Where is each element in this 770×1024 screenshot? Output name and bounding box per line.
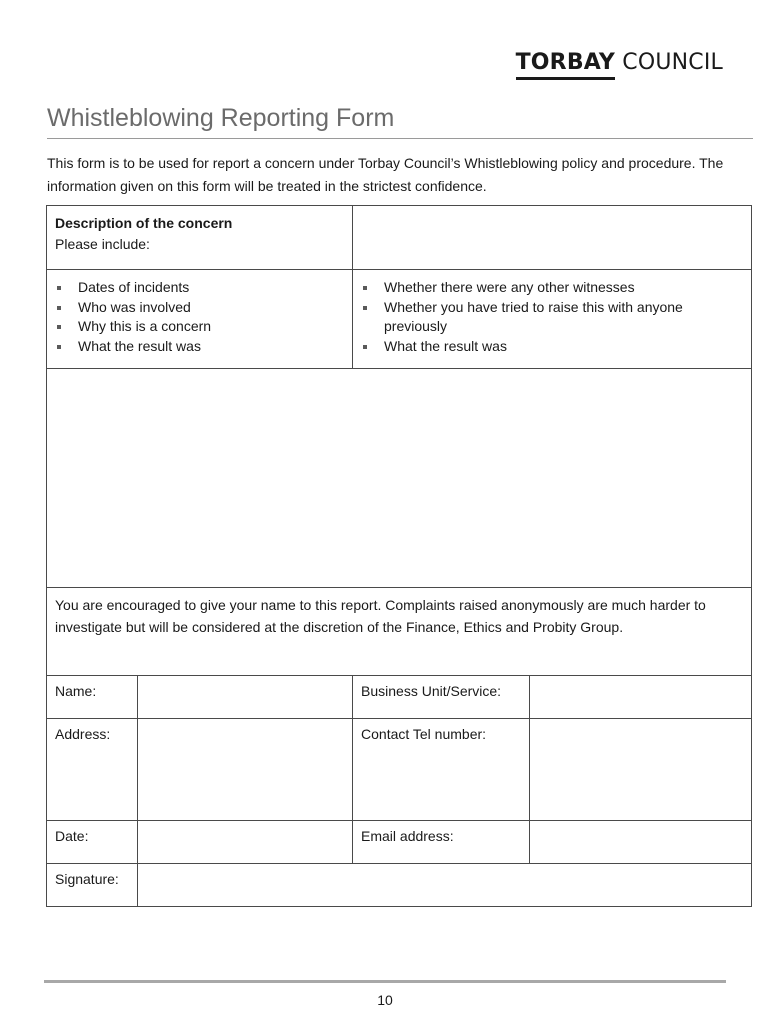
- list-item: What the result was: [55, 337, 344, 357]
- concern-heading-blank-cell[interactable]: [353, 206, 752, 270]
- torbay-council-logo: [516, 50, 723, 75]
- intro-paragraph: This form is to be used for report a concern under Torbay Council’s Whistleblowing policy and procedure. The information given on this form will be treated in the strictest confidence.: [47, 155, 724, 194]
- address-input[interactable]: [138, 719, 353, 821]
- list-item: Dates of incidents: [55, 278, 344, 298]
- page-title: Whistleblowing Reporting Form: [47, 104, 395, 132]
- concern-heading: Description of the concern: [55, 215, 233, 231]
- email-label: Email address:: [353, 821, 530, 864]
- name-input[interactable]: [138, 676, 353, 719]
- concern-list-left-cell: [47, 270, 353, 369]
- list-item: Why this is a concern: [55, 317, 344, 337]
- date-label: Date:: [47, 821, 138, 864]
- list-item: What the result was: [361, 337, 743, 357]
- concern-list-left: [55, 278, 344, 356]
- list-item: Whether you have tried to raise this with anyone previously: [361, 298, 743, 337]
- title-divider: [47, 138, 753, 139]
- business-unit-input[interactable]: [530, 676, 752, 719]
- whistleblowing-form-table: [46, 205, 752, 907]
- logo-rest-text: COUNCIL: [615, 50, 723, 75]
- anonymity-note: You are encouraged to give your name to this report. Complaints raised anonymously are much harder to investigate but will be considered at the discretion of the Finance, Ethics and Probity Group.: [47, 588, 752, 676]
- business-unit-label: Business Unit/Service:: [353, 676, 530, 719]
- list-item: Who was involved: [55, 298, 344, 318]
- concern-list-right: [361, 278, 743, 356]
- signature-label: Signature:: [47, 864, 138, 907]
- concern-list-right-cell: [353, 270, 752, 369]
- address-label: Address:: [47, 719, 138, 821]
- name-label: Name:: [47, 676, 138, 719]
- logo-bold-text: TORBAY: [515, 50, 616, 75]
- concern-subheading: Please include:: [55, 236, 150, 252]
- list-item: Whether there were any other witnesses: [361, 278, 743, 298]
- footer-divider: [44, 980, 726, 983]
- page-number: 10: [377, 992, 393, 1008]
- contact-tel-input[interactable]: [530, 719, 752, 821]
- signature-input[interactable]: [138, 864, 752, 907]
- contact-tel-label: Contact Tel number:: [353, 719, 530, 821]
- concern-heading-cell: [47, 206, 353, 270]
- date-input[interactable]: [138, 821, 353, 864]
- email-input[interactable]: [530, 821, 752, 864]
- concern-description-input[interactable]: [47, 369, 752, 588]
